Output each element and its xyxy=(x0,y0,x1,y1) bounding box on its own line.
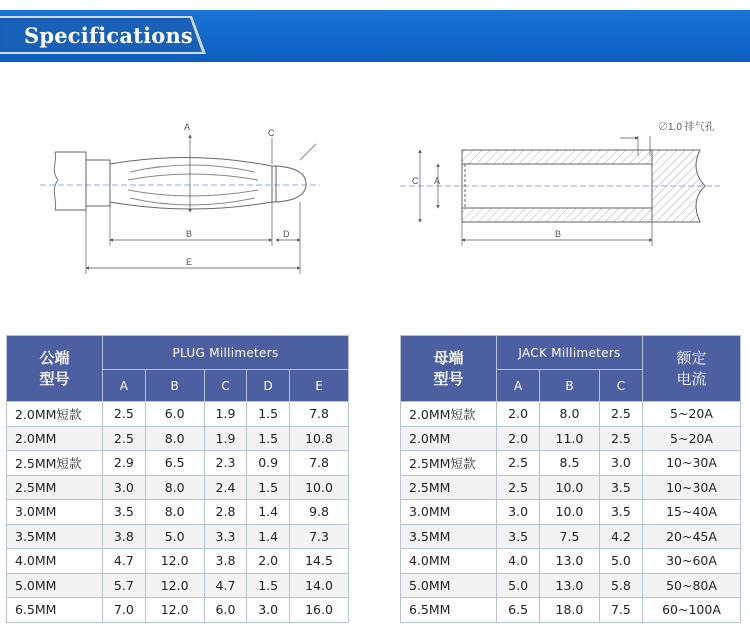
table-row xyxy=(7,475,349,500)
plug-value-cell: 2.5 xyxy=(103,402,146,427)
jack-value-cell: 3.5 xyxy=(599,475,642,500)
plug-value-cell: 4.7 xyxy=(103,549,146,574)
plug-label-e: E xyxy=(186,257,193,267)
plug-label-d: D xyxy=(283,229,290,239)
table-row xyxy=(7,573,349,598)
jack-value-cell: 8.0 xyxy=(540,402,600,427)
plug-value-cell: 6.0 xyxy=(204,598,247,623)
plug-value-cell: 12.0 xyxy=(145,598,204,623)
plug-value-cell: 10.0 xyxy=(290,475,349,500)
table-row xyxy=(401,573,741,598)
plug-col-header-c: C xyxy=(204,370,247,402)
plug-value-cell: 4.7 xyxy=(204,573,247,598)
plug-value-cell: 14.5 xyxy=(290,549,349,574)
plug-value-cell: 5.7 xyxy=(103,573,146,598)
plug-value-cell: 1.5 xyxy=(247,475,290,500)
plug-model-cell: 2.0MM短款 xyxy=(7,402,103,427)
jack-value-cell: 5.0 xyxy=(599,549,642,574)
table-row xyxy=(401,451,741,476)
jack-spec-table xyxy=(400,335,741,623)
jack-rating-header xyxy=(643,336,741,402)
plug-value-cell: 1.9 xyxy=(204,402,247,427)
plug-col-header-a: A xyxy=(103,370,146,402)
banner-title: Specifications xyxy=(24,23,193,48)
plug-value-cell: 7.8 xyxy=(290,402,349,427)
plug-col-header-b: B xyxy=(145,370,204,402)
jack-label-c: C xyxy=(412,176,419,186)
plug-value-cell: 3.8 xyxy=(204,549,247,574)
jack-value-cell: 5.8 xyxy=(599,573,642,598)
jack-vent-note: ∅1.0 排气孔 xyxy=(658,122,715,133)
jack-value-cell: 3.5 xyxy=(599,500,642,525)
jack-value-cell: 30~60A xyxy=(643,549,741,574)
plug-model-cell: 2.0MM xyxy=(7,426,103,451)
plug-value-cell: 5.0 xyxy=(145,524,204,549)
jack-value-cell: 60~100A xyxy=(643,598,741,623)
specifications-banner xyxy=(0,10,750,62)
plug-value-cell: 7.3 xyxy=(290,524,349,549)
plug-model-header-line1: 公端 xyxy=(39,348,70,367)
jack-value-cell: 10.0 xyxy=(540,500,600,525)
jack-value-cell: 13.0 xyxy=(540,573,600,598)
plug-value-cell: 7.8 xyxy=(290,451,349,476)
plug-value-cell: 2.4 xyxy=(204,475,247,500)
plug-value-cell: 1.5 xyxy=(247,573,290,598)
plug-value-cell: 14.0 xyxy=(290,573,349,598)
jack-value-cell: 2.5 xyxy=(599,426,642,451)
plug-value-cell: 3.5 xyxy=(103,500,146,525)
jack-value-cell: 15~40A xyxy=(643,500,741,525)
plug-col-header-d: D xyxy=(247,370,290,402)
table-row xyxy=(7,598,349,623)
jack-value-cell: 11.0 xyxy=(540,426,600,451)
plug-value-cell: 16.0 xyxy=(290,598,349,623)
plug-model-cell: 3.5MM xyxy=(7,524,103,549)
technical-drawings xyxy=(0,80,750,300)
plug-model-cell: 4.0MM xyxy=(7,549,103,574)
jack-value-cell: 2.5 xyxy=(497,451,540,476)
plug-value-cell: 2.5 xyxy=(103,426,146,451)
plug-label-a: A xyxy=(184,122,191,132)
jack-value-cell: 18.0 xyxy=(540,598,600,623)
jack-group-header: JACK Millimeters xyxy=(497,336,643,370)
jack-value-cell: 2.0 xyxy=(497,402,540,427)
plug-model-header-line2: 型号 xyxy=(39,369,70,388)
table-row xyxy=(401,598,741,623)
plug-value-cell: 12.0 xyxy=(145,549,204,574)
plug-value-cell: 8.0 xyxy=(145,475,204,500)
table-row xyxy=(7,500,349,525)
plug-value-cell: 12.0 xyxy=(145,573,204,598)
plug-value-cell: 2.3 xyxy=(204,451,247,476)
jack-value-cell: 4.0 xyxy=(497,549,540,574)
jack-value-cell: 6.5 xyxy=(497,598,540,623)
jack-value-cell: 7.5 xyxy=(599,598,642,623)
jack-model-cell: 2.0MM xyxy=(401,426,497,451)
jack-value-cell: 3.0 xyxy=(599,451,642,476)
jack-model-cell: 3.5MM xyxy=(401,524,497,549)
plug-value-cell: 3.0 xyxy=(247,598,290,623)
table-row xyxy=(401,402,741,427)
plug-model-cell: 6.5MM xyxy=(7,598,103,623)
plug-value-cell: 8.0 xyxy=(145,426,204,451)
table-row xyxy=(401,524,741,549)
plug-value-cell: 7.0 xyxy=(103,598,146,623)
plug-value-cell: 2.0 xyxy=(247,549,290,574)
plug-value-cell: 0.9 xyxy=(247,451,290,476)
plug-drawing xyxy=(40,135,320,274)
jack-value-cell: 10.0 xyxy=(540,475,600,500)
plug-value-cell: 6.0 xyxy=(145,402,204,427)
table-row xyxy=(7,426,349,451)
jack-rating-header-line2: 电流 xyxy=(676,369,707,388)
plug-value-cell: 9.8 xyxy=(290,500,349,525)
jack-rating-header-line1: 额定 xyxy=(676,348,707,367)
jack-model-cell: 5.0MM xyxy=(401,573,497,598)
plug-model-cell: 2.5MM xyxy=(7,475,103,500)
plug-label-c: C xyxy=(268,128,275,138)
jack-model-cell: 2.5MM xyxy=(401,475,497,500)
table-row xyxy=(401,549,741,574)
plug-value-cell: 1.9 xyxy=(204,426,247,451)
plug-model-cell: 5.0MM xyxy=(7,573,103,598)
plug-value-cell: 2.8 xyxy=(204,500,247,525)
jack-model-cell: 6.5MM xyxy=(401,598,497,623)
jack-value-cell: 13.0 xyxy=(540,549,600,574)
table-row xyxy=(7,524,349,549)
jack-col-header-a: A xyxy=(497,370,540,402)
table-row xyxy=(401,475,741,500)
jack-value-cell: 5~20A xyxy=(643,402,741,427)
jack-model-cell: 3.0MM xyxy=(401,500,497,525)
jack-model-header-line1: 母端 xyxy=(433,348,464,367)
jack-value-cell: 5.0 xyxy=(497,573,540,598)
jack-value-cell: 2.5 xyxy=(497,475,540,500)
jack-value-cell: 50~80A xyxy=(643,573,741,598)
plug-value-cell: 1.5 xyxy=(247,426,290,451)
jack-model-cell: 2.0MM短款 xyxy=(401,402,497,427)
plug-label-b: B xyxy=(186,229,193,239)
jack-value-cell: 2.5 xyxy=(599,402,642,427)
plug-value-cell: 3.3 xyxy=(204,524,247,549)
jack-model-cell: 2.5MM短款 xyxy=(401,451,497,476)
jack-value-cell: 7.5 xyxy=(540,524,600,549)
plug-model-header xyxy=(7,336,103,402)
jack-value-cell: 3.5 xyxy=(497,524,540,549)
plug-model-cell: 3.0MM xyxy=(7,500,103,525)
jack-label-a: A xyxy=(434,176,441,186)
plug-value-cell: 3.8 xyxy=(103,524,146,549)
plug-spec-table xyxy=(6,335,349,623)
jack-value-cell: 4.2 xyxy=(599,524,642,549)
plug-value-cell: 1.4 xyxy=(247,500,290,525)
table-row xyxy=(7,549,349,574)
table-row xyxy=(401,500,741,525)
plug-value-cell: 10.8 xyxy=(290,426,349,451)
jack-value-cell: 20~45A xyxy=(643,524,741,549)
jack-label-b: B xyxy=(555,229,562,239)
jack-value-cell: 5~20A xyxy=(643,426,741,451)
jack-col-header-b: B xyxy=(540,370,600,402)
plug-value-cell: 8.0 xyxy=(145,500,204,525)
plug-group-header: PLUG Millimeters xyxy=(103,336,349,370)
jack-value-cell: 2.0 xyxy=(497,426,540,451)
plug-value-cell: 1.5 xyxy=(247,402,290,427)
jack-value-cell: 3.0 xyxy=(497,500,540,525)
plug-col-header-e: E xyxy=(290,370,349,402)
jack-col-header-c: C xyxy=(599,370,642,402)
table-row xyxy=(7,402,349,427)
plug-value-cell: 6.5 xyxy=(145,451,204,476)
plug-value-cell: 2.9 xyxy=(103,451,146,476)
jack-model-header-line2: 型号 xyxy=(433,369,464,388)
table-row xyxy=(7,451,349,476)
plug-value-cell: 3.0 xyxy=(103,475,146,500)
jack-value-cell: 10~30A xyxy=(643,475,741,500)
table-row xyxy=(401,426,741,451)
plug-model-cell: 2.5MM短款 xyxy=(7,451,103,476)
plug-value-cell: 1.4 xyxy=(247,524,290,549)
jack-value-cell: 10~30A xyxy=(643,451,741,476)
jack-model-cell: 4.0MM xyxy=(401,549,497,574)
jack-model-header xyxy=(401,336,497,402)
jack-value-cell: 8.5 xyxy=(540,451,600,476)
